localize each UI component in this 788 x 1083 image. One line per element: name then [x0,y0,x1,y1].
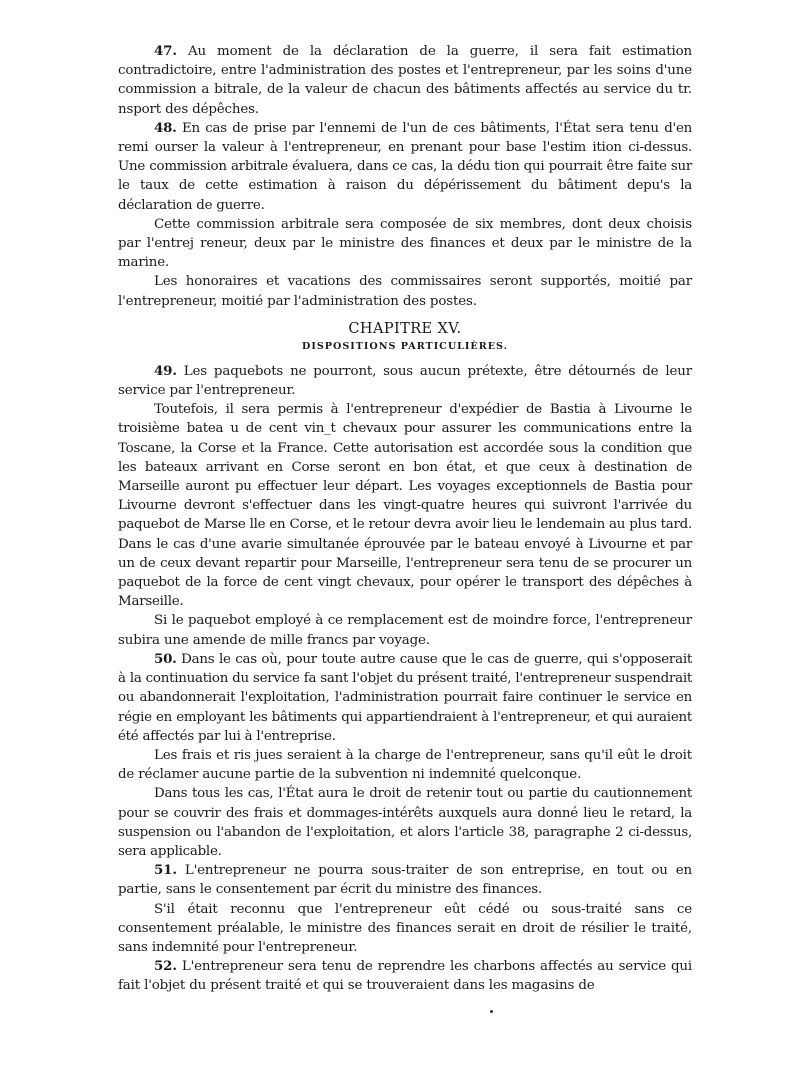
chapter-subtitle: DISPOSITIONS PARTICULIÈRES. [302,340,508,352]
article-number: 51. [154,862,177,879]
paragraph-text: Toutefois, il sera permis à l'entrepreneur d'expédier de Bastia à Livourne le troisième batea u de cent vin_t chevaux pour assurer les communications entre la Toscane, la Corse et la France. Cette autorisation est accordée sous la condition que les bateaux arrivant en Corse seront en bon état, et que ceux à destination de Marseille auront pu effectuer leur départ. Les voyages exceptionnels de Bastia pour Livourne devront s'effectuer dans les vingt-quatre heures qui suivront l'arrivée du paquebot de Marse lle en Corse, et le retour devra avoir lieu le lendemain au plus tard. Dans le cas d'une avarie simultanée éprouvée par le bateau envoyé à Livourne et par un de ceux devant repartir pour Marseille, l'entrepreneur sera tenu de se procurer un paquebot de la force de cent vingt chevaux, pour opérer le transport des dépêches à Marseille. [118,402,692,610]
paragraph-text: S'il était reconnu que l'entrepreneur eût cédé ou sous-traité sans ce consentement préalable, le ministre des finances serait en droit de résilier le traité, sans indemnité pour l'entrepreneur. [118,901,692,955]
article-51 [118,861,692,899]
article-number: 49. [154,362,177,379]
paragraph-sous-traite [118,900,692,958]
paragraph-amende [118,611,692,649]
chapter-title: CHAPITRE XV. [348,320,462,337]
article-52 [118,957,692,995]
article-47 [118,42,692,119]
article-text: Au moment de la déclaration de la guerre, il sera fait estimation contradictoire, entre l'administration des postes et l'entrepreneur, par les soins d'une commission a bitrale, de la valeur de chacun des bâtiments affectés au service du tr. nsport des dépêches. [118,44,692,117]
paragraph-text: Cette commission arbitrale sera composée de six membres, dont deux choisis par l'entrej reneur, deux par le ministre des finances et deux par le ministre de la marine. [118,216,692,271]
article-text: Dans le cas où, pour toute autre cause que le cas de guerre, qui s'opposerait à la continuation du service fa sant l'objet du présent traité, l'entrepreneur suspendrait ou abandonnerait l'exploitation, l'administration pourrait faire continuer le service en régie en employant les bâtiments qui appartiendraient à l'entrepreneur, et qui auraient été affectés par lui à l'entreprise. [118,651,692,744]
article-number: 52. [154,958,177,975]
article-text: En cas de prise par l'ennemi de l'un de ces bâtiments, l'État sera tenu d'en remi ourser la valeur à l'entrepreneur, en prenant pour base l'estim ition ci-dessus. Une commission arbitrale évaluera, dans ce cas, la dédu tion qui pourrait être faite sur le taux de cette estimation à raison du dépérissement du bâtiment depu's la déclaration de guerre. [118,120,692,213]
article-text: Les paquebots ne pourront, sous aucun prétexte, être détournés de leur service par l'entrepreneur. [118,363,692,399]
ink-speck [490,1010,493,1013]
article-number: 48. [154,119,177,136]
article-49 [118,362,692,400]
document-page [118,42,692,996]
paragraph-text: Dans tous les cas, l'État aura le droit de retenir tout ou partie du cautionnement pour se couvrir des frais et dommages-intérêts auxquels aura donné lieu le retard, la suspension ou l'abandon de l'exploitation, et alors l'article 38, paragraphe 2 ci-dessus, sera applicable. [118,786,692,859]
paragraph-text: Les honoraires et vacations des commissaires seront supportés, moitié par l'entrepreneur, moitié par l'administration des postes. [118,274,692,309]
paragraph-text: Si le paquebot employé à ce remplacement est de moindre force, l'entrepreneur subira une amende de mille francs par voyage. [118,613,692,648]
paragraph-commission [118,215,692,273]
paragraph-text: Les frais et ris jues seraient à la charge de l'entrepreneur, sans qu'il eût le droit de réclamer aucune partie de la subvention ni indemnité quelconque. [118,747,692,783]
article-48 [118,119,692,215]
article-text: L'entrepreneur ne pourra sous-traiter de son entreprise, en tout ou en partie, sans le consentement par écrit du ministre des finances. [118,863,692,898]
paragraph-frais [118,746,692,784]
article-number: 50. [154,650,177,667]
article-50 [118,650,692,746]
article-text: L'entrepreneur sera tenu de reprendre les charbons affectés au service qui fait l'objet du présent traité et qui se trouveraient dans les magasins de [118,959,693,994]
paragraph-cautionnement [118,784,692,861]
paragraph-honoraires [118,272,692,310]
paragraph-toutefois [118,400,692,611]
article-number: 47. [154,43,177,59]
